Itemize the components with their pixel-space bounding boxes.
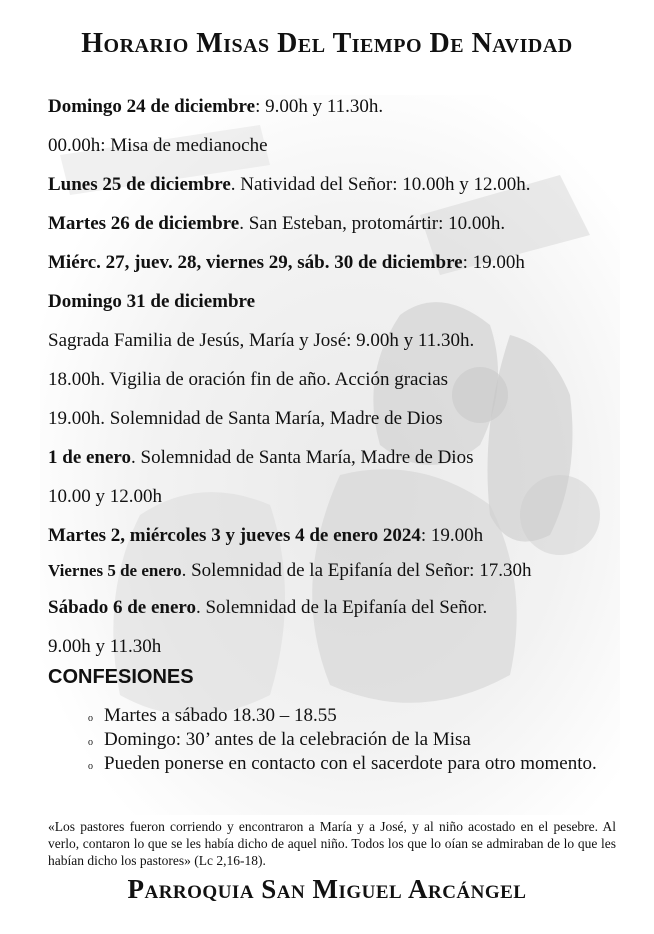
schedule-line [48,291,255,313]
schedule-detail: 00.00h: Misa de medianoche [48,135,268,156]
schedule-detail: 18.00h. Vigilia de oración fin de año. Acción gracias [48,369,449,390]
schedule-date: Domingo 24 de diciembre [48,96,256,117]
page-title: Horario Misas Del Tiempo De Navidad [81,28,573,59]
schedule-line [48,252,525,274]
bullet-icon: o [88,737,93,748]
confessions-heading: CONFESIONES [48,666,194,688]
list-item: o Pueden ponerse en contacto con el sacerdote para otro momento. [88,753,597,774]
schedule-line [48,447,473,469]
schedule-date: Lunes 25 de diciembre [48,174,231,195]
confessions-list [88,704,618,776]
schedule-detail: : 9.00h y 11.30h. [255,96,384,117]
schedule-date: Martes 26 de diciembre [48,213,240,234]
schedule-date: Sábado 6 de enero [48,597,196,618]
schedule-line [48,174,531,196]
schedule-detail: 9.00h y 11.30h [48,636,162,657]
schedule-line [48,408,443,430]
schedule-line [48,486,162,508]
list-item: o Domingo: 30’ antes de la celebración de la Misa [88,729,471,750]
schedule-detail: 19.00h. Solemnidad de Santa María, Madre de Dios [48,408,443,429]
schedule-date: Viernes 5 de enero [48,561,182,580]
schedule-detail: . Natividad del Señor: 10.00h y 12.00h. [230,174,531,195]
schedule-detail: : 19.00h [462,252,525,273]
list-item: o Martes a sábado 18.30 – 18.55 [88,705,337,726]
schedule-detail: . San Esteban, protomártir: 10.00h. [239,213,506,234]
schedule-detail: : 19.00h [420,525,484,546]
schedule-detail: . Solemnidad de Santa María, Madre de Dios [131,447,474,468]
schedule-date: Domingo 31 de diciembre [48,291,256,312]
schedule-detail: Sagrada Familia de Jesús, María y José: 9.00h y 11.30h. [48,330,475,351]
schedule-line [48,525,483,547]
gospel-quote: «Los pastores fueron corriendo y encontraron a María y a José, y al niño acostado en el pesebre. Al verlo, contaron lo que se les había dicho de aquel niño. Todos los que lo oían se admiraban de lo que les habían dicho los pastores» (Lc 2,16-18). [48,819,616,868]
schedule-line [48,597,487,619]
schedule-date: Martes 2, miércoles 3 y jueves 4 de enero 2024 [48,525,421,546]
schedule-line [48,96,383,118]
schedule-line [48,213,505,235]
schedule-date: 1 de enero [48,447,132,468]
bullet-icon: o [88,713,93,724]
schedule-date: Miérc. 27, juev. 28, viernes 29, sáb. 30 de diciembre [48,252,463,273]
schedule-line [48,560,531,582]
schedule-line [48,330,474,352]
schedule-line [48,636,161,658]
bullet-icon: o [88,761,93,772]
schedule-line [48,135,268,157]
schedule-detail: . Solemnidad de la Epifanía del Señor: 17.30h [181,560,532,581]
schedule-line [48,369,448,391]
schedule-detail: 10.00 y 12.00h [48,486,162,507]
parish-name: Parroquia San Miguel Arcángel [127,874,527,904]
schedule-detail: . Solemnidad de la Epifanía del Señor. [195,597,488,618]
